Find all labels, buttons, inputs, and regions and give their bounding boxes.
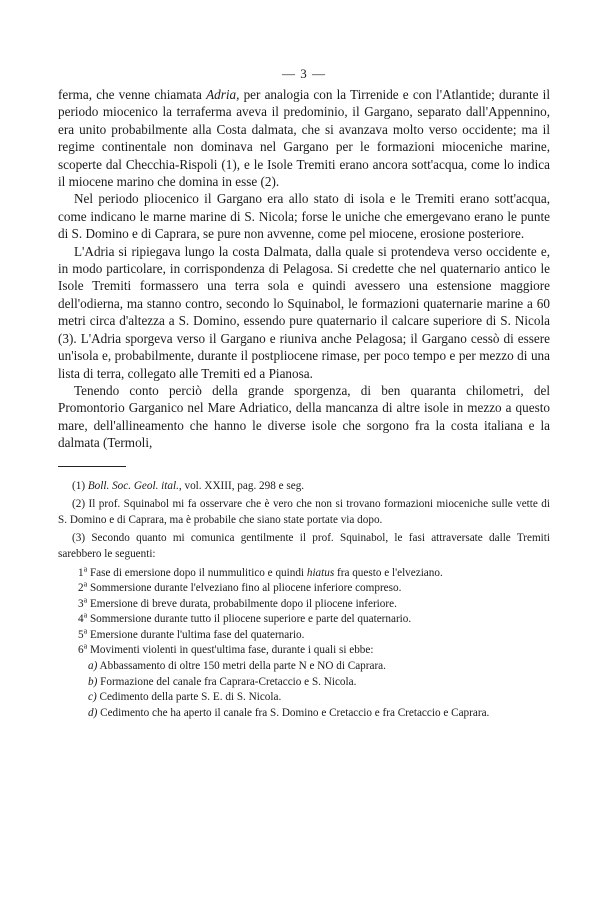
phase-item-1: [58, 563, 550, 582]
footnote-1-text: Boll. Soc. Geol. ital., vol. XXIII, pag. 298 e seg.: [87, 479, 305, 492]
sub-item-d: [58, 706, 550, 722]
sub-item-letter: c): [88, 691, 97, 704]
phase-number: 5$^a$: [78, 626, 88, 641]
phase-number: 3$^a$: [78, 594, 88, 610]
sub-item-text: Cedimento della parte S. E. di S. Nicola.: [99, 691, 282, 704]
footnote-1: [58, 479, 550, 495]
footnote-2: [58, 497, 550, 528]
paragraph-4: Tenendo conto perciò della grande sporgenza, di ben quaranta chilometri, del Promontorio Garganico nel Mare Adriatico, della mancanza di altre isole in mezzo a questo mare, dell'allineamento che hanno le diverse isole che sorgono fra la costa italiana e la dalmata (Termoli,: [58, 382, 550, 451]
sub-item-c: [58, 690, 550, 706]
phase-number: 1$^a$: [78, 563, 88, 579]
footnote-divider: [58, 466, 126, 467]
sub-item-a: [58, 659, 550, 675]
phase-text: Sommersione durante l'elveziano fino al pliocene inferiore compreso.: [89, 582, 402, 595]
footnote-3-number: (3): [72, 532, 86, 545]
phase-number: 2$^a$: [78, 579, 88, 595]
body-text: [58, 86, 550, 452]
page-number: — 3 —: [282, 66, 326, 81]
sub-item-text: Cedimento che ha aperto il canale fra S. Domino e Cretaccio e fra Cretaccio e Caprara.: [100, 706, 490, 719]
phase-number: 4$^a$: [78, 610, 88, 626]
phase-item-6: [58, 643, 550, 659]
footnotes: [58, 479, 550, 722]
paragraph-3: L'Adria si ripiegava lungo la costa Dalmata, dalla quale si protendeva verso occidente e, in modo particolare, in corrispondenza di Pelagosa. Si credette che nel quaternario antico le Isole Tremiti formassero una terra sola e quindi avessero una estensione maggiore dell'odierna, ma stanno contro, secondo lo Squinabol, le formazioni quaternarie marine a 60 metri circa d'altezza a S. Domino, essendo pure quaternario il calcare superiore di S. Nicola (3). L'Adria sporgeva verso il Gargano e riuniva anche Pelagosa; il Gargano cessò di essere un'isola e, probabilmente, durante il postpliocene rimase, per poco tempo e per mezzo di una lista di terra, collegato alle Tremiti ed a Pianosa.: [58, 243, 550, 381]
phase-item-4: [58, 612, 550, 628]
sub-item-letter: d): [88, 706, 98, 719]
footnote-1-number: (1): [72, 479, 86, 492]
phase-text: Sommersione durante tutto il pliocene superiore e parte del quaternario.: [89, 613, 412, 626]
phase-list: [58, 563, 550, 660]
footnote-2-number: (2): [72, 498, 86, 511]
document-page: [58, 66, 550, 721]
phase-item-5: [58, 628, 550, 644]
phase-item-3: [58, 594, 550, 613]
sub-item-letter: a): [88, 660, 98, 673]
phase-text: Emersione durante l'ultima fase del quaternario.: [89, 628, 305, 641]
footnote-3: [58, 531, 550, 562]
phase-text: Movimenti violenti in quest'ultima fase, durante i quali si ebbe:: [89, 644, 374, 657]
sub-item-letter: b): [88, 675, 98, 688]
phase-text: Fase di emersione dopo il nummulitico e quindi hiatus fra questo e l'elveziano.: [89, 566, 443, 579]
footnote-2-text: Il prof. Squinabol mi fa osservare che è vero che non si trovano formazioni mioceniche sulle vette di S. Domino e di Caprara, ma è probabile che siano state portate via dopo.: [58, 498, 550, 526]
sub-item-text: Abbassamento di oltre 150 metri della parte N e NO di Caprara.: [99, 660, 386, 673]
sub-item-text: Formazione del canale fra Caprara-Cretaccio e S. Nicola.: [100, 675, 357, 688]
paragraph-1: ferma, che venne chiamata Adria, per analogia con la Tirrenide e con l'Atlantide; durante il periodo miocenico la terraferma aveva il predominio, il Gargano, separato dall'Appennino, era unito probabilmente alla Costa dalmata, che si avanzava molto verso occidente; ma il regime continentale non dominava nel Gargano per le formazioni mioceniche marine, scoperte dal Checchia-Rispoli (1), e le Isole Tremiti erano ancora sott'acqua, come lo indica il miocene marino che domina in esse (2).: [58, 87, 550, 190]
sub-item-list: [58, 659, 550, 721]
phase-number: 6$^a$: [78, 641, 88, 657]
footnote-3-text: Secondo quanto mi comunica gentilmente il prof. Squinabol, le fasi attraversate dalle Tremiti sarebbero le seguenti:: [58, 532, 551, 560]
phase-text: Emersione di breve durata, probabilmente dopo il pliocene inferiore.: [89, 597, 397, 610]
sub-item-b: [58, 675, 550, 691]
phase-item-2: [58, 581, 550, 597]
paragraph-2: Nel periodo pliocenico il Gargano era allo stato di isola e le Tremiti erano sott'acqua, come indicano le marne marine di S. Nicola; forse le uniche che emergevano erano le punte di S. Domino e di Caprara, se pure non avvenne, come pel miocene, erosione posteriore.: [58, 191, 550, 242]
